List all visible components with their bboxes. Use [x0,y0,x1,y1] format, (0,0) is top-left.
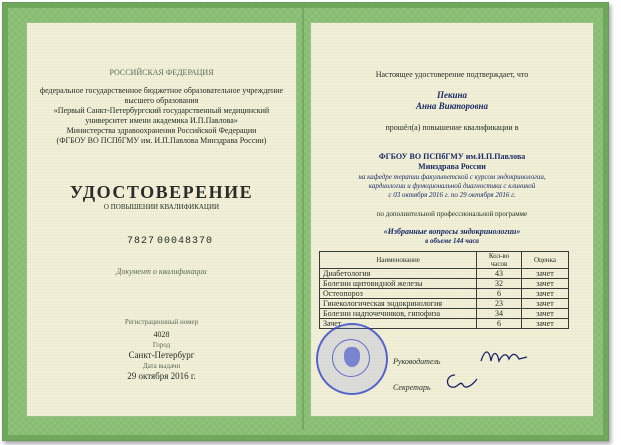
discipline-name: Зачет [320,319,477,329]
registration-number: 4028 [153,330,170,339]
secretary-label: Секретарь [393,383,431,392]
holder-surname: Пекина [436,90,468,100]
column-header: Оценка [522,252,569,269]
discipline-grade: зачет [522,279,569,289]
column-header: Кол-во часов [477,252,522,269]
table-row [320,289,569,299]
discipline-name: Остеопороз [320,289,477,299]
table-row [320,299,569,309]
discipline-name: Болезни надпочечников, гипофиза [320,309,477,319]
discipline-grade: зачет [522,309,569,319]
program-label: по дополнительной профессиональной программе [376,210,528,218]
org-line: университет имени академика И.П.Павлова» [85,116,238,125]
discipline-grade: зачет [522,269,569,279]
discipline-grade: зачет [522,299,569,309]
table-row [320,269,569,279]
issue-date-label: Дата выдачи [142,362,181,370]
secretary-signature [441,369,481,393]
disciplines-table [319,251,569,329]
org-line: федеральное государственное бюджетное образовательное учреждение [39,86,284,95]
discipline-hours: 34 [477,309,522,319]
discipline-hours: 6 [477,319,522,329]
right-page [310,22,594,417]
document-type-label: Документ о квалификации [116,267,207,276]
discipline-hours: 23 [477,299,522,309]
discipline-grade: зачет [522,319,569,329]
emblem-icon [344,347,360,367]
head-signature [479,345,529,367]
passed-text: прошёл(а) повышение квалификации в [385,123,519,132]
city: Санкт-Петербург [128,350,195,360]
program-name: «Избранные вопросы эндокринологии» [383,227,521,236]
registration-label: Регистрационный номер [124,318,199,326]
document-number: 00048370 [157,236,214,247]
department-line: на кафедре терапии факультетской с курсом эндокринологии, [358,173,546,181]
column-header: Наименование [320,252,477,269]
discipline-name: Болезни щитовидной железы [320,279,477,289]
discipline-grade: зачет [522,289,569,299]
intro-text: Настоящее удостоверение подтверждает, что [375,70,529,79]
series-number: 7827 [127,236,156,247]
table-header-row [320,252,569,269]
official-seal [316,323,388,395]
issue-date: 29 октября 2016 г. [127,371,196,381]
document-title: УДОСТОВЕРЕНИЕ [69,182,254,202]
left-page [26,22,297,417]
org-line: высшего образования [124,96,199,105]
discipline-hours: 32 [477,279,522,289]
city-label: Город [152,341,171,349]
org-line: Министерства здравоохранения Российской Федерации [66,126,257,135]
country: РОССИЙСКАЯ ФЕДЕРАЦИЯ [109,68,214,77]
document-subtitle: О ПОВЫШЕНИИ КВАЛИФИКАЦИИ [103,203,220,211]
holder-name: Анна Викторовна [415,101,489,111]
program-volume: в объеме 144 часа [425,237,479,245]
training-period: с 03 октября 2016 г. по 29 октября 2016 г. [388,191,516,199]
institution-ministry: Минздрава России [418,162,486,171]
department-line: кардиологии и функциональной диагностики с клиникой [368,182,536,190]
institution-name: ФГБОУ ВО ПСПбГМУ им.И.П.Павлова [378,152,526,161]
discipline-hours: 43 [477,269,522,279]
head-label: Руководитель [393,357,441,366]
fold-line [302,8,304,430]
discipline-hours: 6 [477,289,522,299]
org-line: (ФГБОУ ВО ПСПбГМУ им. И.П.Павлова Минздрава России) [56,136,267,145]
discipline-name: Диабетология [320,269,477,279]
table-row [320,279,569,289]
org-line: «Первый Санкт-Петербургский государственный медицинский [53,106,270,115]
table-row [320,309,569,319]
discipline-name: Гинекологическая эндокринология [320,299,477,309]
